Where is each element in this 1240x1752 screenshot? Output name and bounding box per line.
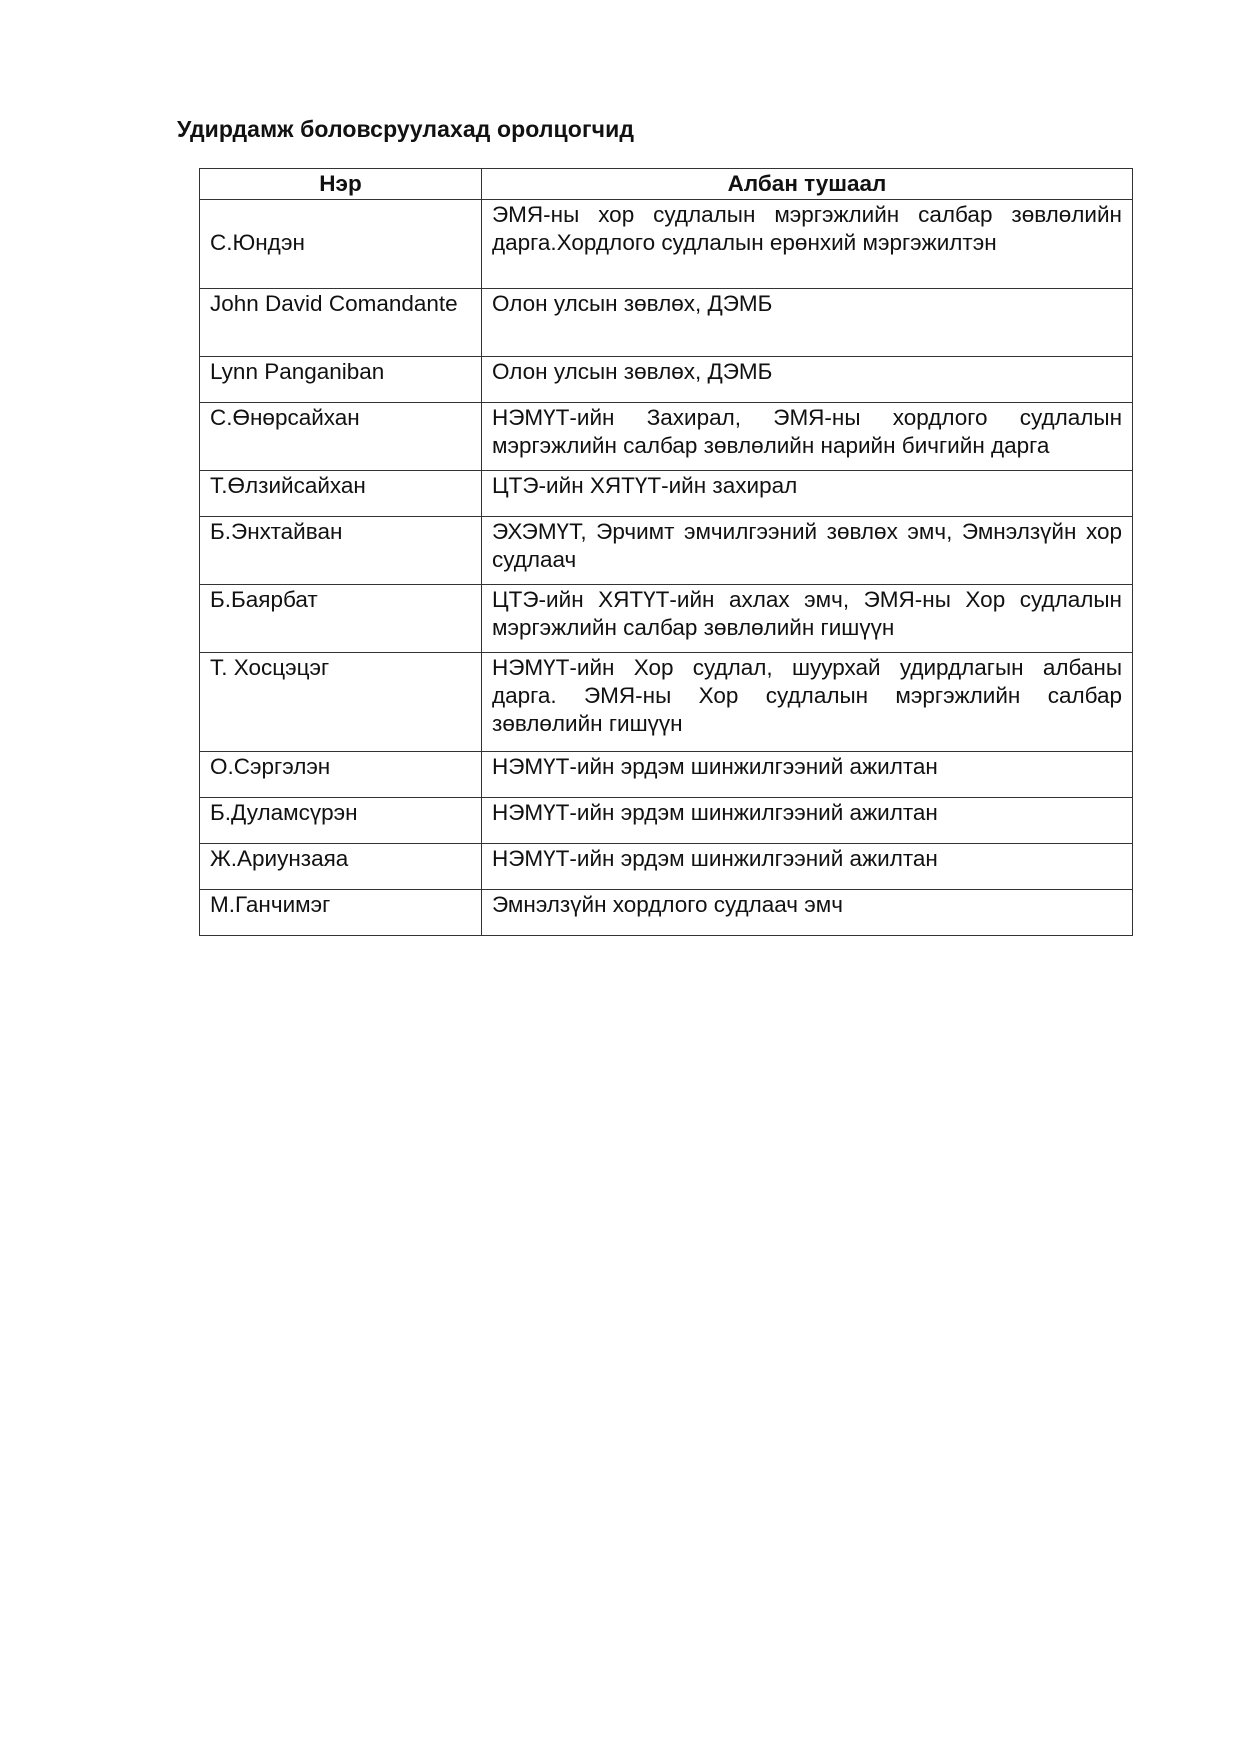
participant-position: НЭМҮТ-ийн эрдэм шинжилгээний ажилтан [482, 844, 1133, 890]
participant-name: М.Ганчимэг [200, 890, 482, 936]
participant-name: Т.Өлзийсайхан [200, 471, 482, 517]
table-header-row [200, 169, 1133, 200]
column-header-position: Албан тушаал [482, 169, 1133, 200]
participant-position: НЭМҮТ-ийн эрдэм шинжилгээний ажилтан [482, 798, 1133, 844]
participant-position: НЭМҮТ-ийн эрдэм шинжилгээний ажилтан [482, 752, 1133, 798]
participant-position: Олон улсын зөвлөх, ДЭМБ [482, 289, 1133, 357]
participants-table [199, 168, 1133, 936]
participant-position: ЦТЭ-ийн ХЯТҮТ-ийн захирал [482, 471, 1133, 517]
participant-name: Б.Баярбат [200, 585, 482, 653]
participant-name: Т. Хосцэцэг [200, 653, 482, 752]
column-header-name: Нэр [200, 169, 482, 200]
table-row [200, 517, 1133, 585]
table-row [200, 844, 1133, 890]
participant-name: Ж.Ариунзаяа [200, 844, 482, 890]
table-row [200, 357, 1133, 403]
table-row [200, 798, 1133, 844]
table-row [200, 289, 1133, 357]
participant-position: НЭМҮТ-ийн Захирал, ЭМЯ-ны хордлого судлалын мэргэжлийн салбар зөвлөлийн нарийн бичгийн дарга [482, 403, 1133, 471]
table-row [200, 403, 1133, 471]
participant-position: Эмнэлзүйн хордлого судлаач эмч [482, 890, 1133, 936]
participant-name: Б.Энхтайван [200, 517, 482, 585]
participant-name: С.Өнөрсайхан [200, 403, 482, 471]
participant-position: НЭМҮТ-ийн Хор судлал, шуурхай удирдлагын албаны дарга. ЭМЯ-ны Хор судлалын мэргэжлийн салбар зөвлөлийн гишүүн [482, 653, 1133, 752]
participant-position: ЦТЭ-ийн ХЯТҮТ-ийн ахлах эмч, ЭМЯ-ны Хор судлалын мэргэжлийн салбар зөвлөлийн гишүүн [482, 585, 1133, 653]
participant-position: ЭМЯ-ны хор судлалын мэргэжлийн салбар зөвлөлийн дарга.Хордлого судлалын ерөнхий мэргэжилтэн [482, 200, 1133, 289]
table-row [200, 471, 1133, 517]
participant-name: Lynn Panganiban [200, 357, 482, 403]
page-title: Удирдамж боловсруулахад оролцогчид [177, 116, 635, 142]
table-row [200, 200, 1133, 289]
table-row [200, 653, 1133, 752]
participant-name: С.Юндэн [200, 200, 482, 289]
table-row [200, 585, 1133, 653]
table-row [200, 752, 1133, 798]
participant-name: О.Сэргэлэн [200, 752, 482, 798]
participant-name: John David Comandante [200, 289, 482, 357]
participant-position: ЭХЭМҮТ, Эрчимт эмчилгээний зөвлөх эмч, Эмнэлзүйн хор судлаач [482, 517, 1133, 585]
participant-position: Олон улсын зөвлөх, ДЭМБ [482, 357, 1133, 403]
table-row [200, 890, 1133, 936]
participant-name: Б.Дуламсүрэн [200, 798, 482, 844]
